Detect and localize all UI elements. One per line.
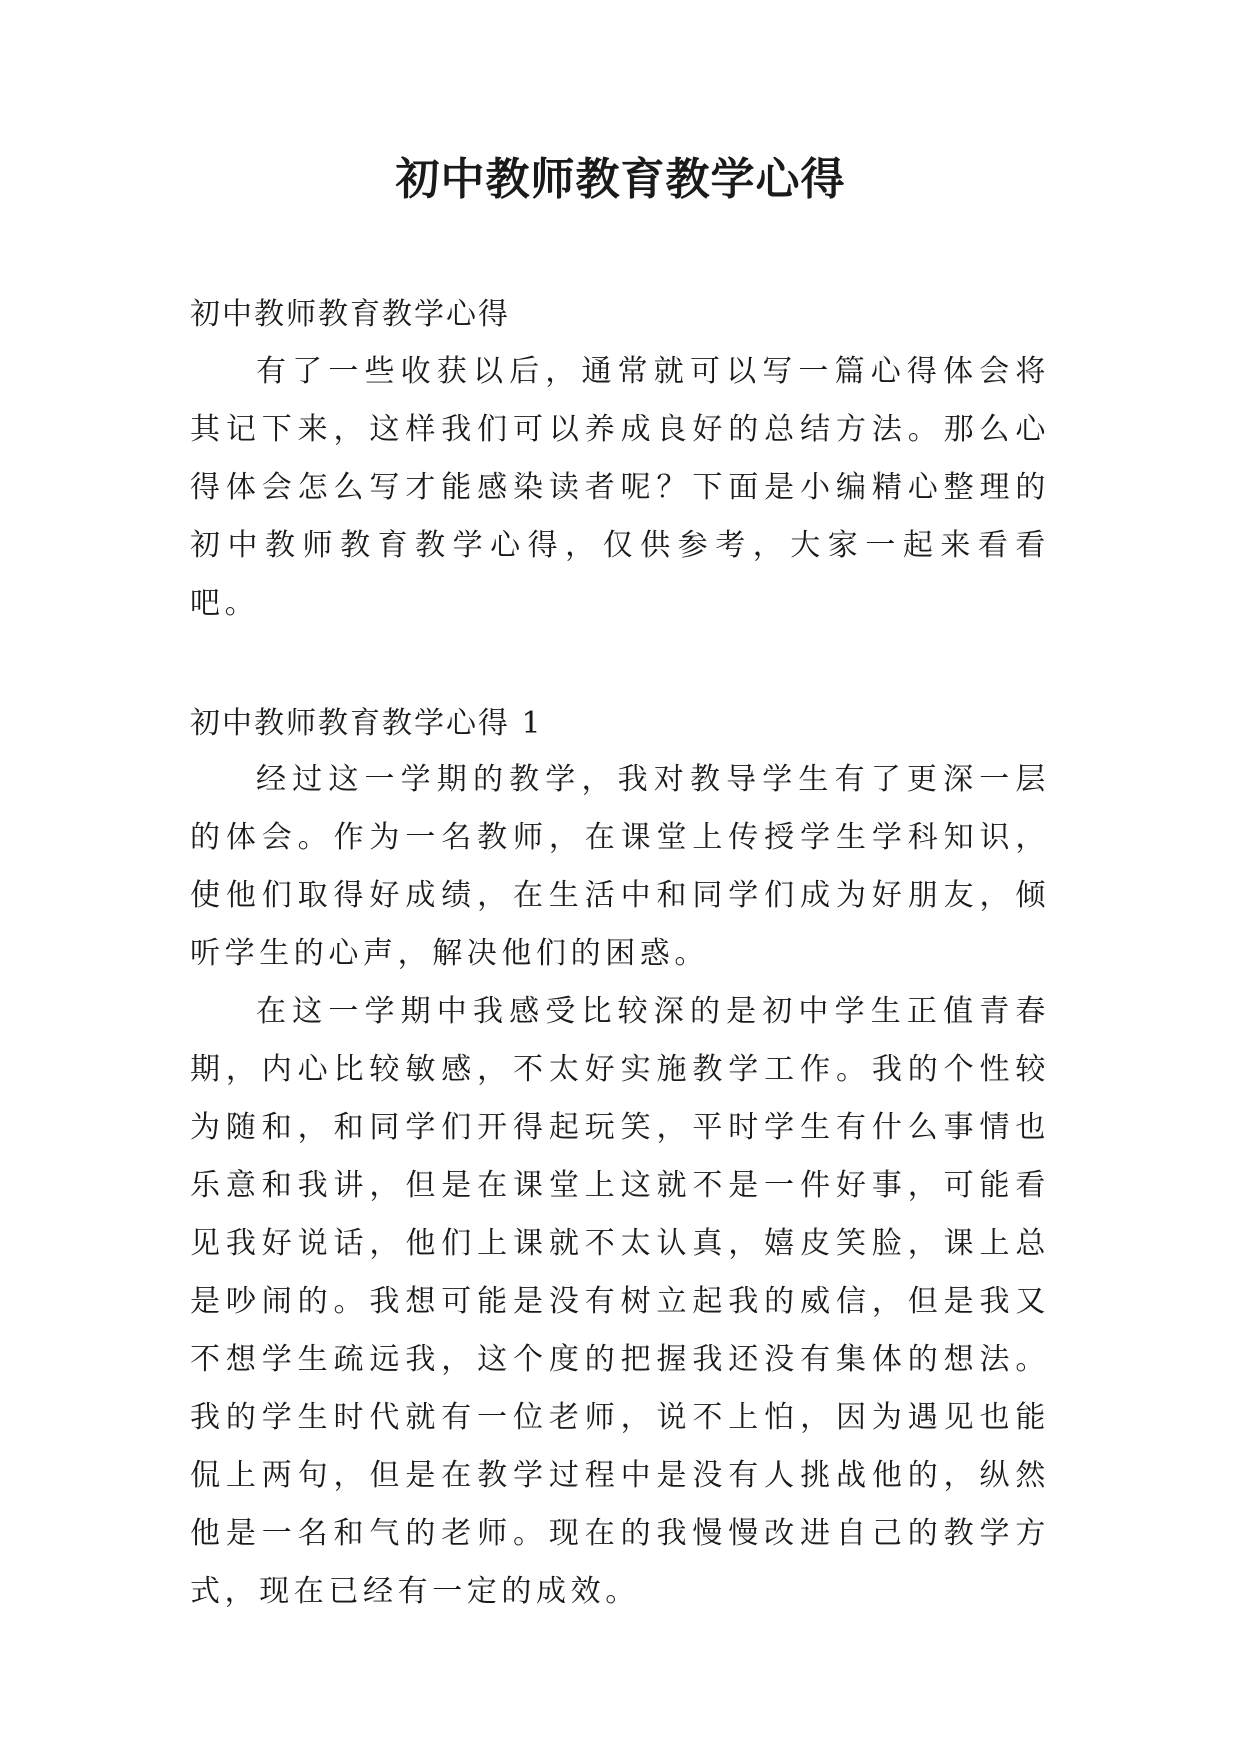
intro-subtitle: 初中教师教育教学心得 [190,297,510,332]
section1-paragraph-1: 经过这一学期的教学，我对教导学生有了更深一层的体会。作为一名教师，在课堂上传授学生学科知识，使他们取得好成绩，在生活中和同学们成为好朋友，倾听学生的心声，解决他们的困惑。 [190,762,1050,971]
section1-subtitle: 初中教师教育教学心得 1 [190,706,543,741]
intro-paragraph: 有了一些收获以后，通常就可以写一篇心得体会将其记下来，这样我们可以养成良好的总结方法。那么心得体会怎么写才能感染读者呢？下面是小编精心整理的初中教师教育教学心得，仅供参考，大家一起来看看吧。 [190,354,1050,621]
document-title: 初中教师教育教学心得 [395,154,846,205]
section1-paragraph-2: 在这一学期中我感受比较深的是初中学生正值青春期，内心比较敏感，不太好实施教学工作。我的个性较为随和，和同学们开得起玩笑，平时学生有什么事情也乐意和我讲，但是在课堂上这就不是一件好事，可能看见我好说话，他们上课就不太认真，嬉皮笑脸，课上总是吵闹的。我想可能是没有树立起我的威信，但是我又不想学生疏远我，这个度的把握我还没有集体的想法。我的学生时代就有一位老师，说不上怕，因为遇见也能侃上两句，但是在教学过程中是没有人挑战他的，纵然他是一名和气的老师。现在的我慢慢改进自己的教学方式，现在已经有一定的成效。 [190,994,1050,1609]
